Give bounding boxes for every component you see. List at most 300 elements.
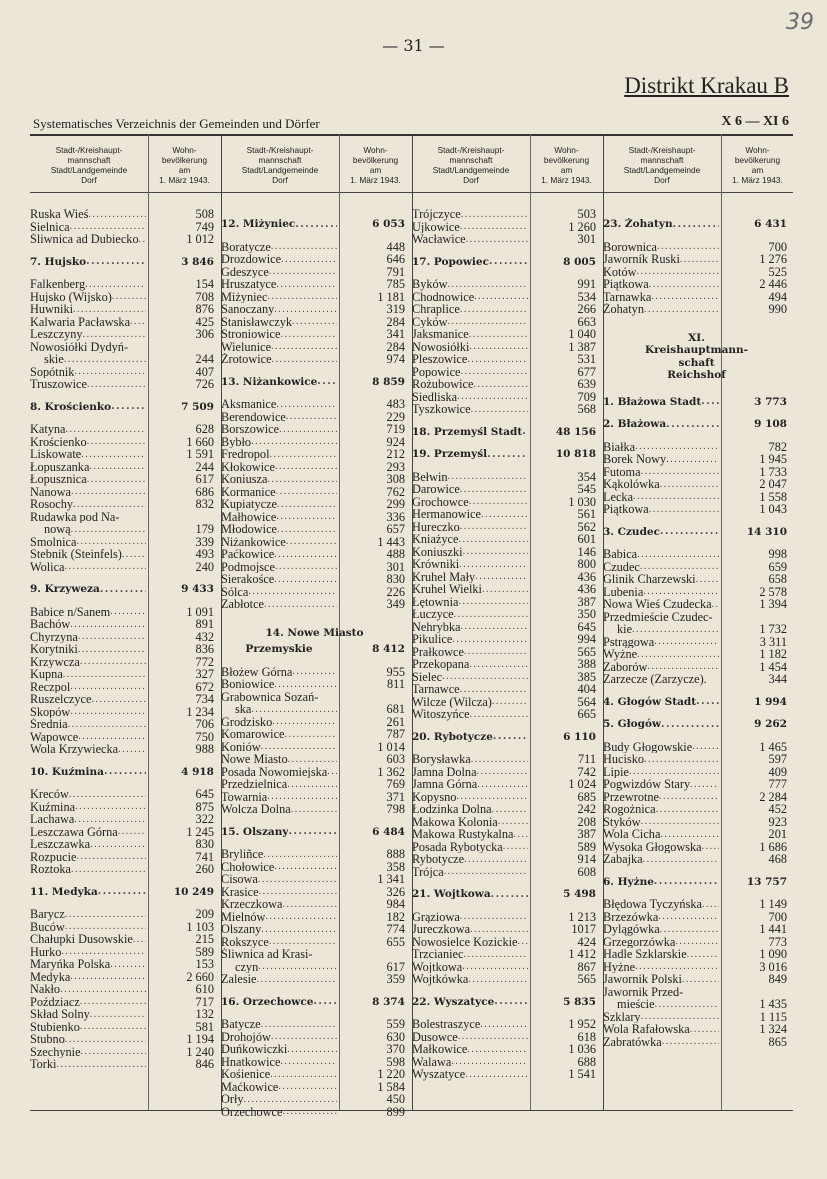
population-value: 301: [577, 232, 596, 246]
dot-leader: [64, 354, 146, 366]
dot-leader: [702, 841, 719, 853]
place-name: Grąziowa: [412, 910, 460, 923]
population-value: 1 014: [377, 739, 405, 754]
column-2: [221, 208, 408, 1119]
place-name: Hnatkowice: [221, 1055, 281, 1068]
place-name: Futoma: [603, 465, 641, 478]
place-name: Torki: [30, 1058, 57, 1071]
place-name: Dusowce: [412, 1030, 458, 1043]
dot-leader: [457, 391, 528, 403]
village-row: [30, 921, 217, 934]
village-row: [412, 221, 599, 234]
place-name: Chałupki Dusowskie: [30, 933, 133, 946]
population-value: 226: [386, 584, 405, 599]
dot-leader: [702, 899, 719, 911]
dot-leader: [637, 549, 719, 561]
place-name: Wolcza Dolna: [221, 803, 291, 816]
dot-leader: [288, 826, 337, 838]
village-row: [30, 486, 217, 499]
place-name: Budy Głogowskie: [603, 740, 693, 753]
place-name: mieście: [617, 998, 655, 1011]
dot-leader: [104, 766, 146, 778]
place-name: Piątkowa: [603, 503, 649, 516]
village-row: [603, 923, 790, 936]
place-name: XI. Kreishauptmann- schaft Reichshof: [644, 331, 749, 381]
population-value: 244: [195, 459, 214, 474]
dot-leader: [480, 1019, 528, 1031]
population-value: 888: [386, 847, 405, 861]
dot-leader: [451, 1056, 528, 1068]
population-value: 4 918: [181, 765, 214, 778]
population-value: 208: [577, 814, 596, 829]
place-name: 16. Orzechowce: [221, 995, 314, 1008]
dot-leader: [280, 1056, 337, 1068]
place-name: Barycz: [30, 908, 65, 921]
place-name: Posada Rybotycka: [412, 840, 503, 853]
dot-leader: [659, 791, 719, 803]
place-name: Liskowate: [30, 448, 82, 461]
place-name: Popowice: [412, 365, 461, 378]
dot-leader: [493, 731, 528, 743]
village-row: [603, 598, 790, 611]
population-value: 1 213: [568, 909, 596, 924]
dot-leader: [80, 656, 146, 668]
place-name: Sopótnik: [30, 365, 75, 378]
dot-leader: [448, 471, 528, 483]
place-name: Ruszelczyce: [30, 693, 92, 706]
place-name: 3. Czudec: [603, 525, 660, 538]
village-row: [30, 278, 217, 291]
population-value: 988: [195, 742, 214, 756]
village-row: [603, 998, 790, 1011]
dot-leader: [444, 866, 528, 878]
population-value: 1 234: [186, 704, 214, 719]
place-name: Posada Nowomiejska: [221, 765, 328, 778]
population-value: 762: [386, 484, 405, 499]
place-name: Zabratówka: [603, 1035, 662, 1048]
dot-leader: [278, 1081, 337, 1093]
population-value: 865: [768, 1034, 787, 1049]
population-value: 5 498: [563, 888, 596, 900]
place-name: Podmojsce: [221, 560, 275, 573]
place-name: Nanowa: [30, 485, 71, 498]
village-row: [30, 353, 217, 366]
village-row: [30, 946, 217, 959]
village-row: [603, 753, 790, 766]
population-value: 630: [386, 1029, 405, 1044]
village-row: [603, 673, 790, 686]
dot-leader: [110, 959, 146, 971]
village-row: [412, 471, 599, 484]
village-row: [412, 571, 599, 584]
dot-leader: [130, 316, 146, 328]
population-value: 48 156: [555, 425, 596, 438]
place-name: Wysoka Głogowska: [603, 840, 702, 853]
place-name: 15. Olszany: [221, 825, 289, 838]
population-value: 1 591: [186, 447, 214, 461]
village-row: [30, 1046, 217, 1059]
population-value: 700: [768, 239, 787, 254]
dot-leader: [469, 341, 528, 353]
dot-leader: [460, 484, 528, 496]
population-value: 2 047: [759, 477, 787, 491]
population-value: 436: [577, 582, 596, 596]
place-name: Hurko: [30, 945, 62, 958]
village-row: [221, 886, 408, 899]
dot-leader: [470, 709, 528, 721]
dot-leader: [657, 241, 719, 253]
dot-leader: [460, 684, 528, 696]
village-row: [221, 1081, 408, 1094]
population-value: 769: [386, 777, 405, 791]
place-name: Zaborów: [603, 660, 648, 673]
village-row: [412, 791, 599, 804]
village-row: [221, 341, 408, 354]
dot-leader: [272, 354, 337, 366]
population-value: 688: [577, 1054, 596, 1069]
village-row: [221, 573, 408, 586]
village-row: [603, 741, 790, 754]
dot-leader: [65, 921, 146, 933]
place-name: Berendowice: [221, 410, 286, 423]
dot-leader: [487, 449, 528, 461]
place-name: 4. Głogów Stadt: [603, 695, 697, 708]
village-row: [412, 923, 599, 936]
place-name: Cisowa: [221, 873, 258, 886]
population-value: 349: [386, 597, 405, 611]
village-row: [30, 498, 217, 511]
dot-leader: [68, 719, 146, 731]
dot-leader: [274, 679, 337, 691]
village-row: [30, 1058, 217, 1071]
village-row: [221, 291, 408, 304]
village-row: [30, 681, 217, 694]
place-name: Pikulice: [412, 633, 453, 646]
village-row: [221, 1018, 408, 1031]
district-row: [221, 376, 408, 389]
dot-leader: [492, 696, 528, 708]
population-value: 10 818: [555, 448, 596, 460]
village-row: [603, 503, 790, 516]
dot-leader: [98, 886, 146, 898]
dot-leader: [643, 854, 719, 866]
place-name: kie: [617, 623, 633, 636]
population-value: 387: [577, 827, 596, 841]
dot-leader: [463, 546, 528, 558]
place-name: Śliwnica ad Dubiecko: [30, 233, 139, 246]
population-value: 3 773: [754, 395, 787, 408]
village-row: [603, 898, 790, 911]
place-name: Wolica: [30, 560, 65, 573]
population-value: 581: [195, 1019, 214, 1034]
dot-leader: [641, 816, 719, 828]
population-value: 1 660: [186, 434, 214, 449]
place-name: Rokszyce: [221, 935, 269, 948]
place-name: Błożew Górna: [221, 665, 293, 678]
dot-leader: [469, 659, 528, 671]
population-value: 726: [195, 377, 214, 391]
dot-leader: [56, 1059, 146, 1071]
place-name: Krówniki: [412, 558, 460, 571]
place-name: Leszczawka: [30, 838, 91, 851]
village-row: [30, 291, 217, 304]
village-row: [603, 791, 790, 804]
population-value: 998: [768, 547, 787, 561]
village-row: [412, 816, 599, 829]
place-name: Łodzinka Dolna: [412, 803, 492, 816]
population-value: 8 412: [372, 643, 405, 655]
place-name: Grabownica Sozań-: [221, 690, 319, 703]
population-value: 215: [195, 932, 214, 946]
district-row: [221, 218, 408, 231]
dot-leader: [88, 209, 146, 221]
dot-leader: [286, 536, 337, 548]
village-row: [221, 1093, 408, 1106]
population-value: 341: [386, 327, 405, 341]
village-row: [221, 923, 408, 936]
village-row: [603, 1036, 790, 1049]
dot-leader: [276, 399, 337, 411]
population-value: 6 110: [563, 730, 596, 743]
population-value: 1 036: [568, 1042, 596, 1056]
dot-leader: [78, 631, 146, 643]
village-row: [221, 536, 408, 549]
subtitle: Systematisches Verzeichnis der Gemeinden und Dörfer: [33, 116, 320, 131]
dot-leader: [71, 864, 146, 876]
village-row: [412, 683, 599, 696]
dot-leader: [275, 561, 337, 573]
place-name: Borszowice: [221, 423, 280, 436]
village-row: [221, 948, 408, 961]
place-name: Wojtkowa: [412, 960, 463, 973]
place-name: Piątkowa: [603, 278, 649, 291]
population-value: 1 030: [568, 494, 596, 509]
place-name: Kalwaria Pacławska: [30, 315, 131, 328]
village-row: [221, 791, 408, 804]
place-name: Wyżne: [603, 648, 638, 661]
place-name: Borownica: [603, 240, 657, 253]
place-name: Żrotowice: [221, 353, 272, 366]
village-row: [30, 813, 217, 826]
place-name: Trójca: [412, 865, 444, 878]
population-value: 1 733: [759, 464, 787, 479]
place-name: Małkowice: [412, 1043, 468, 1056]
population-value: 488: [386, 547, 405, 561]
place-name: Ruska Wieś: [30, 208, 89, 221]
village-row: [30, 718, 217, 731]
dot-leader: [251, 704, 337, 716]
dot-leader: [460, 911, 528, 923]
population-value: 639: [577, 377, 596, 391]
village-row: [412, 533, 599, 546]
place-name: Kuźmina: [30, 800, 76, 813]
place-name: Buców: [30, 920, 65, 933]
dot-leader: [65, 909, 146, 921]
place-name: 23. Żohatyn: [603, 218, 673, 230]
population-value: 2 446: [759, 277, 787, 291]
dot-leader: [276, 279, 337, 291]
population-value: 955: [386, 664, 405, 679]
place-name: Szklary: [603, 1010, 641, 1023]
dot-leader: [461, 209, 528, 221]
place-name: Krasice: [221, 885, 259, 898]
population-value: 450: [386, 1092, 405, 1106]
population-value: 774: [386, 922, 405, 936]
population-value: 1 194: [186, 1032, 214, 1046]
place-name: Chyrzyna: [30, 630, 78, 643]
dot-leader: [503, 841, 528, 853]
population-value: 370: [386, 1042, 405, 1056]
place-name: Niżankowice: [221, 535, 286, 548]
village-row: [412, 828, 599, 841]
population-value: 179: [195, 522, 214, 536]
place-name: Jawornik Przed-: [603, 985, 684, 998]
village-row: [30, 511, 217, 524]
district-row: [30, 886, 217, 899]
village-row: [30, 208, 217, 221]
village-row: [603, 623, 790, 636]
place-name: Stanisławczyk: [221, 315, 293, 328]
village-row: [30, 788, 217, 801]
village-row: [30, 536, 217, 549]
population-value: 562: [577, 519, 596, 534]
population-value: 1 091: [186, 604, 214, 619]
place-name: Przemyskie: [245, 643, 313, 655]
place-name: Nowosiółki: [412, 340, 470, 353]
village-row: [412, 671, 599, 684]
header-population-col-3: Wohn- bevölkerung am 1. März 1943.: [541, 145, 592, 185]
population-value: 436: [577, 569, 596, 584]
village-row: [603, 961, 790, 974]
village-row: [412, 278, 599, 291]
dot-leader: [244, 1094, 337, 1106]
population-value: 425: [195, 314, 214, 329]
dot-leader: [112, 291, 146, 303]
population-value: 785: [386, 277, 405, 291]
dot-leader: [274, 549, 337, 561]
dot-leader: [269, 936, 337, 948]
village-row: [221, 598, 408, 611]
place-name: Sanoczany: [221, 303, 275, 316]
dot-leader: [87, 474, 146, 486]
village-row: [221, 741, 408, 754]
place-name: Boniowice: [221, 678, 275, 691]
village-row: [221, 561, 408, 574]
village-row: [30, 1033, 217, 1046]
population-value: 339: [195, 534, 214, 549]
dot-leader: [276, 511, 337, 523]
dot-leader: [635, 441, 719, 453]
dot-leader: [257, 974, 337, 986]
population-value: 568: [577, 402, 596, 416]
dot-leader: [91, 694, 146, 706]
population-value: 452: [768, 802, 787, 816]
dot-leader: [274, 304, 337, 316]
village-row: [30, 366, 217, 379]
village-row: [603, 253, 790, 266]
place-name: Orły: [221, 1093, 244, 1106]
population-value: 1 276: [759, 252, 787, 266]
population-value: 1 012: [186, 232, 214, 246]
dot-leader: [85, 279, 146, 291]
population-value: 1 182: [759, 647, 787, 661]
dot-leader: [701, 396, 719, 408]
population-value: 800: [577, 557, 596, 571]
village-row: [412, 521, 599, 534]
place-name: Towarnia: [221, 790, 268, 803]
dot-leader: [313, 996, 337, 1008]
place-name: Jureczkowa: [412, 923, 471, 936]
population-value: 719: [386, 422, 405, 436]
place-name: Borek Nowy: [603, 453, 667, 466]
place-name: Miżyniec: [221, 290, 268, 303]
population-value: 1 149: [759, 897, 787, 911]
village-row: [603, 778, 790, 791]
place-name: Sierakośce: [221, 573, 275, 586]
population-value: 242: [577, 802, 596, 816]
place-name: Małhowice: [221, 510, 277, 523]
dot-leader: [78, 644, 146, 656]
place-name: Bachów: [30, 618, 71, 631]
dot-leader: [291, 804, 337, 816]
place-name: Hadle Szklarskie: [603, 948, 687, 961]
place-name: Trzcianiec: [412, 948, 464, 961]
dot-leader: [70, 221, 146, 233]
village-row: [412, 633, 599, 646]
population-value: 830: [195, 837, 214, 851]
place-name: Skopów: [30, 705, 71, 718]
population-value: 344: [768, 672, 787, 686]
dot-leader: [61, 946, 146, 958]
village-row: [30, 423, 217, 436]
place-name: Wyszatyce: [412, 1068, 466, 1081]
village-row: [221, 511, 408, 524]
place-name: Żohatyn: [603, 303, 644, 316]
population-value: 240: [195, 559, 214, 574]
dot-leader: [654, 636, 719, 648]
village-row: [412, 483, 599, 496]
place-name: Poździacz: [30, 995, 80, 1008]
village-row: [412, 708, 599, 721]
place-name: Babica: [603, 548, 638, 561]
dot-leader: [274, 574, 337, 586]
village-row: [221, 586, 408, 599]
population-value: 706: [195, 717, 214, 731]
village-row: [221, 691, 408, 704]
dot-leader: [80, 1021, 146, 1033]
village-row: [603, 853, 790, 866]
place-name: Stroniowice: [221, 328, 281, 341]
place-name: Przedzielnica: [221, 778, 288, 791]
pencil-annotation: 39: [786, 10, 814, 35]
place-name: Średnia: [30, 718, 68, 731]
dot-leader: [276, 486, 337, 498]
population-value: 598: [386, 1054, 405, 1069]
place-name: Boratycze: [221, 240, 271, 253]
population-value: 212: [386, 447, 405, 461]
place-name: Prałkowce: [412, 645, 464, 658]
population-value: 1 441: [759, 922, 787, 936]
village-row: [221, 328, 408, 341]
dot-leader: [286, 411, 337, 423]
dot-leader: [463, 949, 528, 961]
population-value: 14 310: [746, 525, 787, 538]
place-name: 9. Krzyweza: [30, 583, 100, 595]
dot-leader: [468, 974, 528, 986]
population-value: 9 108: [754, 418, 787, 430]
village-row: [221, 973, 408, 986]
village-row: [30, 561, 217, 574]
